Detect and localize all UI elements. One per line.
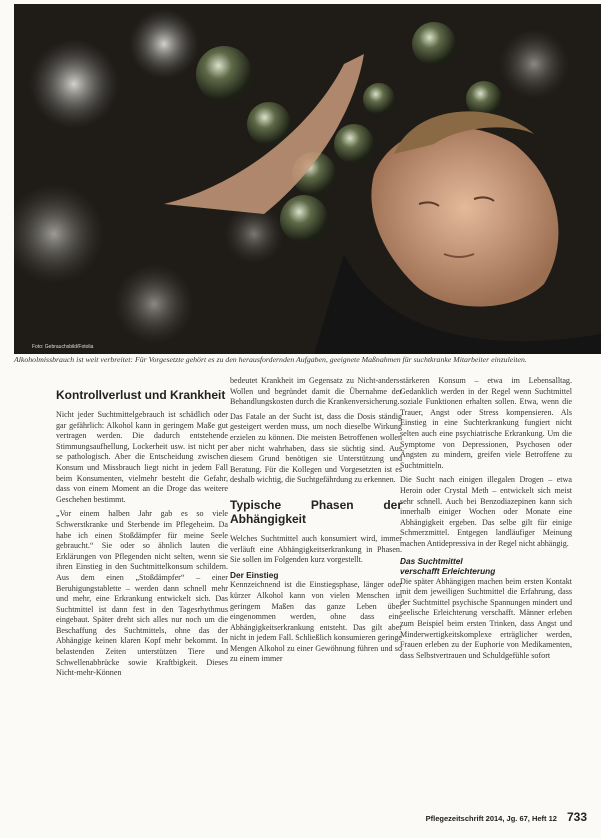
article-photo bbox=[14, 4, 601, 354]
subheading-erleichterung: verschafft Erleichterung bbox=[400, 566, 496, 577]
subheading-einstieg: Der Einstieg bbox=[230, 569, 279, 580]
subheading-suchtmittel: Das Suchtmittel bbox=[400, 555, 463, 566]
paragraph: Das Fatale an der Sucht ist, dass die Dosis ständig gesteigert werden muss, um noch dieselbe Wirkung erzielen zu können. Die meisten Betroffenen wollen aber nicht wahrhaben, dass sie süchtig sind. Aus diesem Grund benötigen sie Unterstützung und Beratung. Für die Kollegen und Vorgesetzten ist es deshalb wichtig, die Suchtgefährdung zu erkennen. bbox=[230, 411, 402, 485]
photo-illustration bbox=[14, 4, 601, 354]
journal-reference: Pflegezeitschrift 2014, Jg. 67, Heft 12 bbox=[425, 814, 557, 823]
paragraph: Welches Suchtmittel auch konsumiert wird, immer verläuft eine Abhängigkeitserkrankung in Phasen. Sie sollen im Folgenden kurz vorgestellt. bbox=[230, 533, 402, 565]
paragraph: Die Sucht nach einigen illegalen Drogen – etwa Heroin oder Crystal Meth – entwickelt sich meist sehr schnell. Auch bei Benzodiazepinen kann sich innerhalb einiger Wochen oder Monate eine Abhängigkeit ergeben. Das selbe gilt für einige Schmerzmittel. Entgegen landläufiger Meinung machen Antidepressiva in der Regel nicht abhängig. bbox=[400, 475, 572, 548]
article-column-1 bbox=[56, 388, 228, 683]
paragraph: Nicht jeder Suchtmittelgebrauch ist schädlich oder gar gefährlich: Alkohol kann in geringem Maße gut vertragen werden. Die dadurch entstehende Stimmungsaufhellung, Lockerheit usw. ist nicht per se pathologisch. Aber die Entscheidung zwischen Konsum und Missbrauch liegt nicht in jedem Fall beim Konsumenten, vielmehr besteht die Gefahr, dass von einem Moment an die Droge das weitere Geschehen bestimmt. bbox=[56, 410, 228, 504]
page-footer bbox=[426, 810, 587, 824]
article-column-3 bbox=[400, 376, 572, 665]
photo-credit: Foto: Gebrauchsbild/Fotolia bbox=[32, 344, 94, 350]
paragraph: Kennzeichnend ist die Einstiegsphase, länger oder kürzer Alkohol kann von vielen Menschen in geringem Maßen das ganze Leben über eingenommen werden, ohne dass eine Abhängigkeitserkrankung entsteht. Das gilt aber nicht in jedem Fall. Schließlich konsumieren geringe Mengen Alkohol zu einer Gewöhnung führen und so zu einem immer bbox=[230, 580, 402, 664]
page-number: 733 bbox=[566, 810, 587, 824]
photo-caption: Alkoholmissbrauch ist weit verbreitet: Für Vorgesetzte gehört es zu den herausfordernden Aufgaben, geeignete Maßnahmen für suchtkranke Mitarbeiter einzuleiten. bbox=[14, 355, 527, 364]
article-column-2 bbox=[230, 376, 402, 669]
section-heading-kontrollverlust: Kontrollverlust und Krankheit bbox=[56, 388, 226, 402]
section-heading-typische-phasen: Typische Phasen der Abhängigkeit bbox=[230, 497, 402, 526]
paragraph: stärkeren Konsum – etwa im Lebensalltag. Gedanklich werden in der Regel wenn Suchtmittel soziale Funktionen erhalten sollen. Etwa, wenn die Trauer, Angst oder Stress kompensieren. Als Einstieg in eine Suchterkrankung fungiert nicht selten auch eine psychiatrische Erkrankung. Um die Symptome von Depressionen, Psychosen oder Ängsten zu mindern, greifen viele Betroffene zu Suchtmitteln. bbox=[400, 376, 572, 470]
paragraph: „Vor einem halben Jahr gab es so viele Schwerstkranke und Sterbende im Pflegeheim. Da habe ich einen Stoßdämpfer für meine Seele gebraucht.“ Sie oder so ähnlich lauten die Erklärungen von Pflegenden nicht selten, wenn sie ihren Einstieg in den Suchtmittelkonsum schildern. Aus dem einen „Stoßdämpfer“ – einer Beruhigungstablette – werden dann schnell mehr und mehr, eine Erkrankung entwickelt sich. Das Suchtmittel ist dann fest in den Tagesrhythmus eingebaut. Später dreht sich alles nur noch um die Beschaffung des Suchtmittels, ohne das der Abhängige keinen klaren Kopf mehr bekommt. In belastenden Zeiten unterstützen Tiere und Schwellenabbrücke sowie Kraftbigkeit. Dieses Nicht-mehr-Können bbox=[56, 509, 228, 678]
paragraph: Die später Abhängigen machen beim ersten Kontakt mit dem jeweiligen Suchtmittel die Erfahrung, dass der Suchtmittel psychische Spannungen mindert und seelische Erleichterung verschafft. Männer erleben zum Beispiel beim ersten Trinken, dass Angst und Minderwertigkeitskomplexe erträglicher werden, Frauen erleben zu der Euphorie von Medikamenten, dass Selbstvertrauen und Schuldgefühle sofort bbox=[400, 576, 572, 660]
paragraph: bedeutet Krankheit im Gegensatz zu Nicht-anders-Wollen und begründet damit die Übernahme der Behandlungskosten durch die Krankenversicherung. bbox=[230, 376, 402, 407]
